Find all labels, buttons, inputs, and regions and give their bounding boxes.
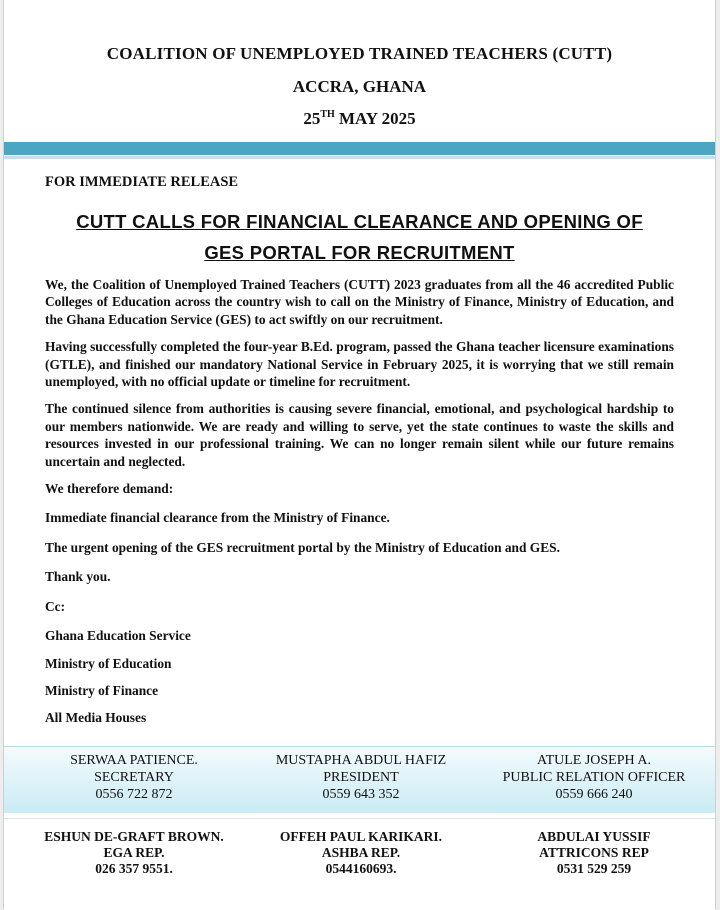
- signatory-phone: 026 357 9551.: [95, 861, 173, 876]
- signatory-name: SERWAA PATIENCE.: [70, 753, 198, 768]
- date-rest: MAY 2025: [334, 109, 416, 128]
- paragraph-1: We, the Coalition of Unemployed Trained Teachers (CUTT) 2023 graduates from all the 46 accredited Public Colleges of Education across the country wish to call on the Ministry of Finance, Ministry of Education, and the Ghana Education Service (GES) to act swiftly on our recruitment.: [45, 277, 674, 327]
- headline: [24, 206, 695, 268]
- cc-recipient: Ministry of Finance: [45, 682, 159, 698]
- signatory-phone: 0556 722 872: [95, 787, 173, 802]
- signatory-name: OFFEH PAUL KARIKARI.: [279, 829, 443, 844]
- paragraph-2: Having successfully completed the four-year B.Ed. program, passed the Ghana teacher licensure examinations (GTLE), and finished our mandatory National Service in February 2025, it is worrying that we still remain unemployed, with no official update or timeline for recruitment.: [45, 339, 674, 390]
- organization-name: COALITION OF UNEMPLOYED TRAINED TEACHERS (CUTT): [106, 44, 613, 63]
- release-label: FOR IMMEDIATE RELEASE: [45, 174, 239, 190]
- signatory-president: [236, 752, 486, 803]
- press-release-page: [3, 0, 716, 909]
- signatory-phone: 0544160693.: [325, 861, 397, 876]
- organization-city: ACCRA, GHANA: [292, 77, 427, 96]
- signatory-role: PUBLIC RELATION OFFICER: [502, 770, 686, 785]
- header-divider-shadow: [4, 156, 715, 159]
- signatory-ega-rep: [24, 829, 244, 877]
- cc-recipient: All Media Houses: [45, 710, 147, 726]
- demand-2: The urgent opening of the GES recruitment portal by the Ministry of Education and GES.: [45, 539, 560, 555]
- signatory-role: ASHBA REP.: [321, 845, 401, 860]
- cc-recipient: Ghana Education Service: [45, 628, 191, 644]
- signatory-attricons-rep: [474, 829, 714, 877]
- signatory-name: ABDULAI YUSSIF: [537, 829, 651, 844]
- headline-line-1: CUTT CALLS FOR FINANCIAL CLEARANCE AND OPENING OF: [76, 211, 643, 232]
- signatory-name: ESHUN DE-GRAFT BROWN.: [44, 829, 224, 844]
- signatory-phone: 0531 529 259: [556, 861, 632, 876]
- paragraph-3: The continued silence from authorities is causing severe financial, emotional, and psychological hardship to our members nationwide. We are ready and willing to serve, yet the state continues to waste the skills and resources invested in our professional training. We can no longer remain silent while our future remains uncertain and neglected.: [45, 401, 674, 469]
- demand-1: Immediate financial clearance from the Ministry of Finance.: [45, 510, 390, 526]
- cc-recipient: Ministry of Education: [45, 655, 172, 671]
- signatory-phone: 0559 666 240: [555, 787, 633, 802]
- signatory-role: SECRETARY: [94, 770, 174, 785]
- signatory-secretary: [24, 752, 244, 803]
- release-body: [45, 276, 674, 737]
- demand-intro: We therefore demand:: [45, 481, 174, 497]
- secondary-signatories: [4, 818, 715, 910]
- signatory-name: MUSTAPHA ABDUL HAFIZ: [275, 753, 447, 768]
- primary-signatories: [4, 746, 715, 813]
- header-divider-bar: [4, 142, 715, 155]
- signatory-role: PRESIDENT: [323, 770, 399, 785]
- release-date: [4, 109, 715, 129]
- signatory-phone: 0559 643 352: [322, 787, 400, 802]
- date-day: 25: [303, 109, 321, 128]
- headline-line-2: GES PORTAL FOR RECRUITMENT: [204, 242, 515, 263]
- signatory-pro: [474, 752, 714, 803]
- cc-label: Cc:: [45, 598, 66, 614]
- signatory-ashba-rep: [236, 829, 486, 877]
- signatory-role: EGA REP.: [103, 845, 165, 860]
- signatory-name: ATULE JOSEPH A.: [537, 753, 651, 768]
- signatory-role: ATTRICONS REP: [539, 845, 649, 860]
- date-suffix: TH: [320, 109, 335, 120]
- thanks-line: Thank you.: [45, 569, 111, 585]
